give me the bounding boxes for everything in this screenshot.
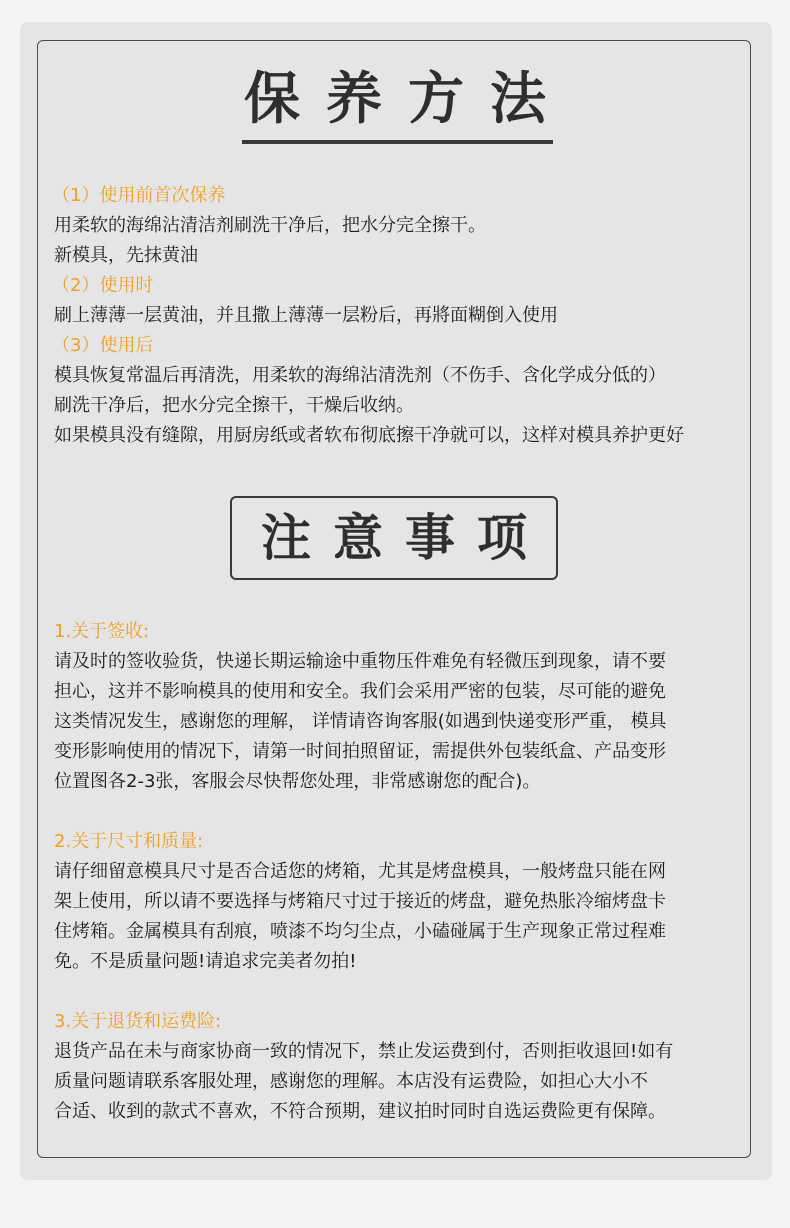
care-title-underline (242, 140, 553, 144)
notes-line: 退货产品在未与商家协商一致的情况下，禁止发运费到付，否则拒收退回!如有 (54, 1041, 674, 1062)
care-line: 刷上薄薄一层黄油，并且撒上薄薄一层粉后，再將面糊倒入使用 (54, 305, 558, 326)
notes-line: 请仔细留意模具尺寸是否合适您的烤箱，尤其是烤盘模具，一般烤盘只能在网 (54, 861, 666, 882)
notes-heading-1: 1.关于签收: (54, 621, 150, 642)
notes-line: 担心，这并不影响模具的使用和安全。我们会采用严密的包装，尽可能的避免 (54, 681, 666, 702)
notes-line: 请及时的签收验货，快递长期运输途中重物压件难免有轻微压到现象，请不要 (54, 651, 666, 672)
notes-line: 位置图各2-3张，客服会尽快帮您处理，非常感谢您的配合)。 (54, 771, 541, 792)
notes-line: 合适、收到的款式不喜欢，不符合预期，建议拍时同时自选运费险更有保障。 (54, 1101, 666, 1122)
notes-line: 免。不是质量问题!请追求完美者勿拍! (54, 951, 357, 972)
care-line: 刷洗干净后，把水分完全擦干，干燥后收纳。 (54, 395, 414, 416)
care-title: 保养方法 (244, 67, 572, 132)
care-heading-1: （1）使用前首次保养 (52, 185, 226, 206)
care-line: 用柔软的海绵沾清洁剂刷洗干净后，把水分完全擦干。 (54, 215, 486, 236)
notes-line: 质量问题请联系客服处理，感谢您的理解。本店没有运费险，如担心大小不 (54, 1071, 648, 1092)
care-line: 新模具，先抹黄油 (54, 245, 198, 266)
care-line: 模具恢复常温后再清洗，用柔软的海绵沾清洗剂（不伤手、含化学成分低的） (54, 365, 666, 386)
notes-line: 架上使用，所以请不要选择与烤箱尺寸过于接近的烤盘，避免热胀冷缩烤盘卡 (54, 891, 666, 912)
care-heading-2: （2）使用时 (52, 275, 154, 296)
notes-title: 注意事项 (261, 509, 549, 567)
care-heading-3: （3）使用后 (52, 335, 154, 356)
notes-heading-3: 3.关于退货和运费险: (54, 1011, 222, 1032)
notes-heading-2: 2.关于尺寸和质量: (54, 831, 204, 852)
notes-line: 住烤箱。金属模具有刮痕，喷漆不均匀尘点，小磕碰属于生产现象正常过程难 (54, 921, 666, 942)
notes-line: 这类情况发生，感谢您的理解， 详情请咨询客服(如遇到快递变形严重， 模具 (54, 711, 667, 732)
care-line: 如果模具没有缝隙，用厨房纸或者软布彻底擦干净就可以，这样对模具养护更好 (54, 425, 684, 446)
notes-line: 变形影响使用的情况下，请第一时间拍照留证，需提供外包装纸盒、产品变形 (54, 741, 666, 762)
